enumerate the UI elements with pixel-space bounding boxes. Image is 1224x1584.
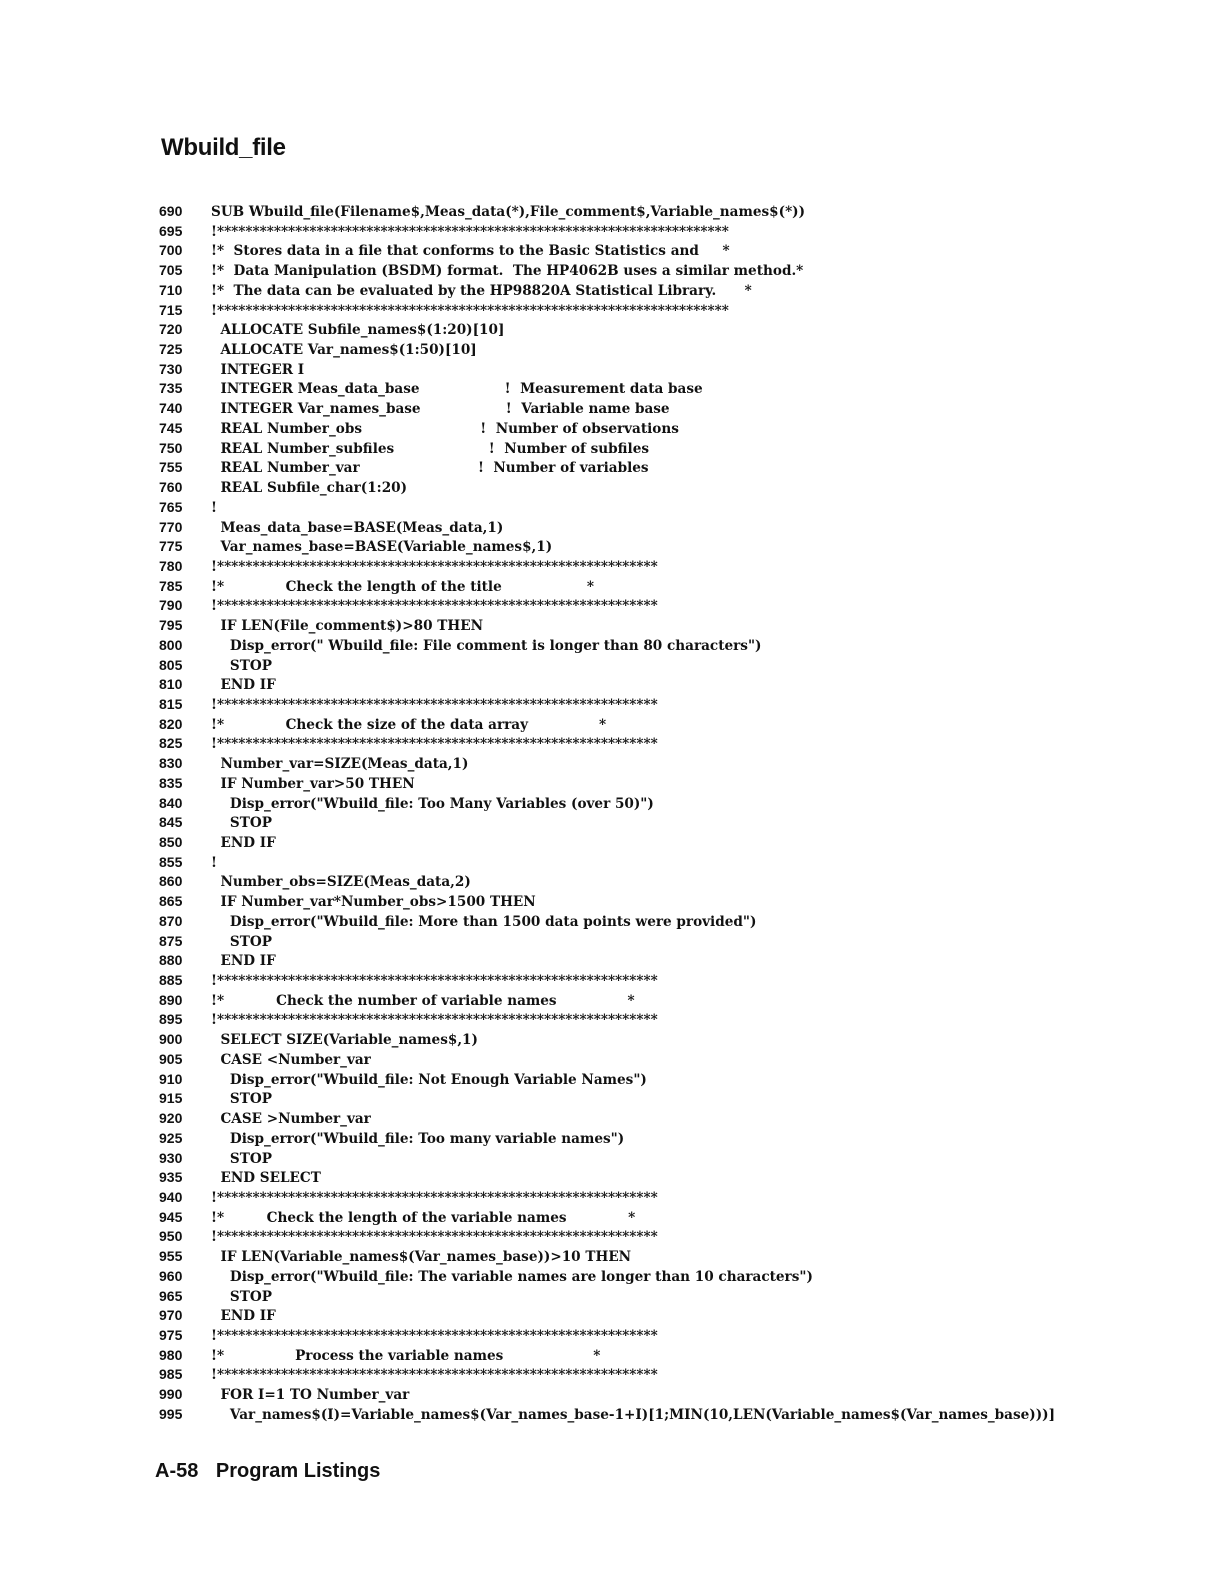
line-number: 750	[159, 439, 183, 456]
code-text: !* The data can be evaluated by the HP98820A Statistical Library. *	[211, 282, 752, 299]
code-text: END SELECT	[211, 1170, 321, 1187]
line-number: 740	[159, 400, 183, 417]
code-text: REAL Subfile_char(1:20)	[211, 480, 408, 497]
line-number: 775	[159, 538, 183, 555]
code-text: END IF	[211, 1308, 276, 1325]
code-line	[159, 1306, 1159, 1326]
code-text: Number_obs=SIZE(Meas_data,2)	[211, 874, 471, 891]
line-number: 840	[159, 794, 183, 811]
code-line	[159, 518, 1159, 538]
code-text: STOP	[211, 657, 272, 674]
code-line	[159, 1010, 1159, 1030]
code-line	[159, 1385, 1159, 1405]
code-line	[159, 340, 1159, 360]
code-line	[159, 241, 1159, 261]
code-text: CASE <Number_var	[211, 1051, 371, 1068]
code-line	[159, 1168, 1159, 1188]
code-text: !**************************************************************	[211, 1327, 658, 1344]
code-text: END IF	[211, 677, 276, 694]
footer-page-number: A-58	[155, 1460, 199, 1482]
line-number: 905	[159, 1050, 183, 1067]
line-number: 760	[159, 479, 183, 496]
code-text: STOP	[211, 1150, 272, 1167]
code-line	[159, 478, 1159, 498]
line-number: 700	[159, 242, 183, 259]
line-number: 725	[159, 341, 183, 358]
code-line	[159, 636, 1159, 656]
line-number: 955	[159, 1248, 183, 1265]
code-line	[159, 1030, 1159, 1050]
code-text: !* Process the variable names *	[211, 1347, 601, 1364]
code-line	[159, 892, 1159, 912]
code-text: !**************************************************************	[211, 598, 658, 615]
line-number: 930	[159, 1149, 183, 1166]
code-text: !	[211, 499, 217, 516]
code-text: !* Data Manipulation (BSDM) format. The HP4062B uses a similar method.*	[211, 263, 804, 280]
code-line	[159, 1247, 1159, 1267]
line-number: 950	[159, 1228, 183, 1245]
line-number: 790	[159, 597, 183, 614]
line-number: 870	[159, 912, 183, 929]
code-text: Disp_error("Wbuild_file: The variable names are longer than 10 characters")	[211, 1268, 813, 1285]
line-number: 695	[159, 222, 183, 239]
line-number: 705	[159, 262, 183, 279]
line-number: 850	[159, 834, 183, 850]
code-line	[159, 320, 1159, 340]
line-number: 820	[159, 715, 183, 732]
code-line	[159, 991, 1159, 1011]
line-number: 910	[159, 1070, 183, 1087]
line-number: 830	[159, 755, 183, 772]
code-text: !* Check the size of the data array *	[211, 716, 607, 733]
code-line	[159, 577, 1159, 597]
code-text: IF Number_var*Number_obs>1500 THEN	[211, 894, 536, 911]
line-number: 825	[159, 735, 183, 752]
code-line	[159, 734, 1159, 754]
code-text: STOP	[211, 815, 272, 832]
code-text: !************************************************************************	[211, 223, 729, 240]
code-text: END IF	[211, 953, 276, 970]
code-line	[159, 872, 1159, 892]
code-line	[159, 951, 1159, 971]
code-text: !* Check the number of variable names *	[211, 992, 635, 1009]
line-number: 805	[159, 656, 183, 673]
line-number: 815	[159, 695, 183, 712]
code-text: ALLOCATE Subfile_names$(1:20)[10]	[211, 322, 505, 339]
code-line	[159, 794, 1159, 814]
code-line	[159, 833, 1159, 853]
code-text: !**************************************************************	[211, 1012, 658, 1029]
line-number: 845	[159, 814, 183, 831]
code-text: !**************************************************************	[211, 973, 658, 990]
code-text: IF Number_var>50 THEN	[211, 775, 415, 792]
line-number: 855	[159, 853, 183, 870]
code-text: Var_names$(I)=Variable_names$(Var_names_base-1+I)[1;MIN(10,LEN(Variable_names$(Var_names_base)))]	[211, 1406, 1056, 1423]
footer-section-title: Program Listings	[215, 1460, 381, 1482]
code-line	[159, 1365, 1159, 1385]
line-number: 885	[159, 972, 183, 989]
code-text: Meas_data_base=BASE(Meas_data,1)	[211, 519, 504, 536]
code-line	[159, 1405, 1159, 1425]
line-number: 780	[159, 557, 183, 574]
code-line	[159, 1109, 1159, 1129]
line-number: 730	[159, 360, 183, 377]
code-text: !**************************************************************	[211, 1229, 658, 1246]
code-text: !	[211, 854, 217, 871]
line-number: 835	[159, 774, 183, 791]
code-line	[159, 1149, 1159, 1169]
code-line	[159, 419, 1159, 439]
code-line	[159, 301, 1159, 321]
code-line	[159, 616, 1159, 636]
line-number: 765	[159, 498, 183, 515]
line-number: 770	[159, 518, 183, 535]
line-number: 715	[159, 301, 183, 318]
code-text: REAL Number_subfiles ! Number of subfiles	[211, 440, 650, 457]
line-number: 960	[159, 1267, 183, 1284]
line-number: 895	[159, 1011, 183, 1028]
code-line	[159, 1050, 1159, 1070]
line-number: 800	[159, 636, 183, 653]
code-text: !* Stores data in a file that conforms to the Basic Statistics and *	[211, 243, 730, 260]
line-number: 900	[159, 1031, 183, 1048]
line-number: 970	[159, 1307, 183, 1324]
code-text: !**************************************************************	[211, 736, 658, 753]
code-line	[159, 596, 1159, 616]
line-number: 875	[159, 932, 183, 949]
code-text: !**************************************************************	[211, 1367, 658, 1384]
code-text: FOR I=1 TO Number_var	[211, 1387, 410, 1404]
program-listing	[159, 202, 1159, 1425]
code-line	[159, 1326, 1159, 1346]
code-text: !**************************************************************	[211, 558, 658, 575]
code-line	[159, 1346, 1159, 1366]
line-number: 720	[159, 321, 183, 338]
code-line	[159, 912, 1159, 932]
code-text: REAL Number_var ! Number of variables	[211, 460, 649, 477]
code-text: STOP	[211, 1091, 272, 1108]
code-line	[159, 458, 1159, 478]
line-number: 965	[159, 1287, 183, 1304]
line-number: 995	[159, 1405, 183, 1422]
line-number: 795	[159, 617, 183, 634]
code-text: Var_names_base=BASE(Variable_names$,1)	[211, 539, 553, 556]
code-text: STOP	[211, 1288, 272, 1305]
code-text: REAL Number_obs ! Number of observations	[211, 420, 679, 437]
code-line	[159, 439, 1159, 459]
code-line	[159, 202, 1159, 222]
line-number: 865	[159, 893, 183, 910]
code-line	[159, 1267, 1159, 1287]
code-line	[159, 754, 1159, 774]
line-number: 925	[159, 1129, 183, 1146]
code-text: Number_var=SIZE(Meas_data,1)	[211, 756, 469, 773]
code-line	[159, 1070, 1159, 1090]
line-number: 755	[159, 459, 183, 476]
line-number: 690	[159, 203, 183, 219]
line-number: 945	[159, 1208, 183, 1225]
code-line	[159, 1227, 1159, 1247]
code-line	[159, 537, 1159, 557]
code-text: !**************************************************************	[211, 696, 658, 713]
code-line	[159, 379, 1159, 399]
line-number: 735	[159, 380, 183, 397]
code-line	[159, 1287, 1159, 1307]
code-text: !* Check the length of the title *	[211, 578, 595, 595]
line-number: 980	[159, 1346, 183, 1363]
code-line	[159, 360, 1159, 380]
code-line	[159, 1208, 1159, 1228]
line-number: 890	[159, 991, 183, 1008]
code-text: INTEGER Meas_data_base ! Measurement data base	[211, 381, 703, 398]
line-number: 880	[159, 952, 183, 969]
line-number: 975	[159, 1326, 183, 1343]
line-number: 935	[159, 1169, 183, 1186]
code-line	[159, 399, 1159, 419]
code-line	[159, 774, 1159, 794]
code-line	[159, 971, 1159, 991]
code-line	[159, 1129, 1159, 1149]
line-number: 990	[159, 1386, 183, 1403]
code-text: Disp_error("Wbuild_file: Too many variable names")	[211, 1130, 625, 1147]
code-line	[159, 853, 1159, 873]
code-text: !************************************************************************	[211, 302, 729, 319]
code-line	[159, 656, 1159, 676]
code-line	[159, 695, 1159, 715]
code-line	[159, 675, 1159, 695]
page-footer	[155, 1460, 380, 1483]
code-line	[159, 1089, 1159, 1109]
line-number: 940	[159, 1188, 183, 1205]
code-text: Disp_error(" Wbuild_file: File comment is longer than 80 characters")	[211, 637, 762, 654]
line-number: 745	[159, 419, 183, 436]
code-line	[159, 281, 1159, 301]
line-number: 810	[159, 676, 183, 693]
code-text: INTEGER I	[211, 361, 305, 378]
code-text: IF LEN(File_comment$)>80 THEN	[211, 618, 484, 635]
line-number: 860	[159, 873, 183, 890]
line-number: 785	[159, 577, 183, 594]
code-line	[159, 261, 1159, 281]
line-number: 985	[159, 1366, 183, 1383]
code-line	[159, 498, 1159, 518]
code-line	[159, 1188, 1159, 1208]
code-text: SELECT SIZE(Variable_names$,1)	[211, 1032, 478, 1049]
line-number: 920	[159, 1110, 183, 1127]
code-line	[159, 557, 1159, 577]
code-text: IF LEN(Variable_names$(Var_names_base))>10 THEN	[211, 1249, 632, 1266]
code-text: ALLOCATE Var_names$(1:50)[10]	[211, 342, 477, 359]
code-text: !* Check the length of the variable names *	[211, 1209, 636, 1226]
code-line	[159, 932, 1159, 952]
code-text: SUB Wbuild_file(Filename$,Meas_data(*),File_comment$,Variable_names$(*))	[211, 204, 806, 220]
code-text: INTEGER Var_names_base ! Variable name base	[211, 401, 670, 418]
code-line	[159, 222, 1159, 242]
line-number: 915	[159, 1090, 183, 1107]
code-text: Disp_error("Wbuild_file: Not Enough Variable Names")	[211, 1071, 647, 1088]
code-text: Disp_error("Wbuild_file: More than 1500 data points were provided")	[211, 913, 757, 930]
code-text: STOP	[211, 933, 272, 950]
code-text: CASE >Number_var	[211, 1111, 371, 1128]
line-number: 710	[159, 281, 183, 298]
page-title: Wbuild_file	[161, 134, 286, 161]
code-text: Disp_error("Wbuild_file: Too Many Variables (over 50)")	[211, 795, 654, 812]
code-line	[159, 715, 1159, 735]
code-text: !**************************************************************	[211, 1189, 658, 1206]
code-text: END IF	[211, 835, 276, 851]
code-line	[159, 813, 1159, 833]
